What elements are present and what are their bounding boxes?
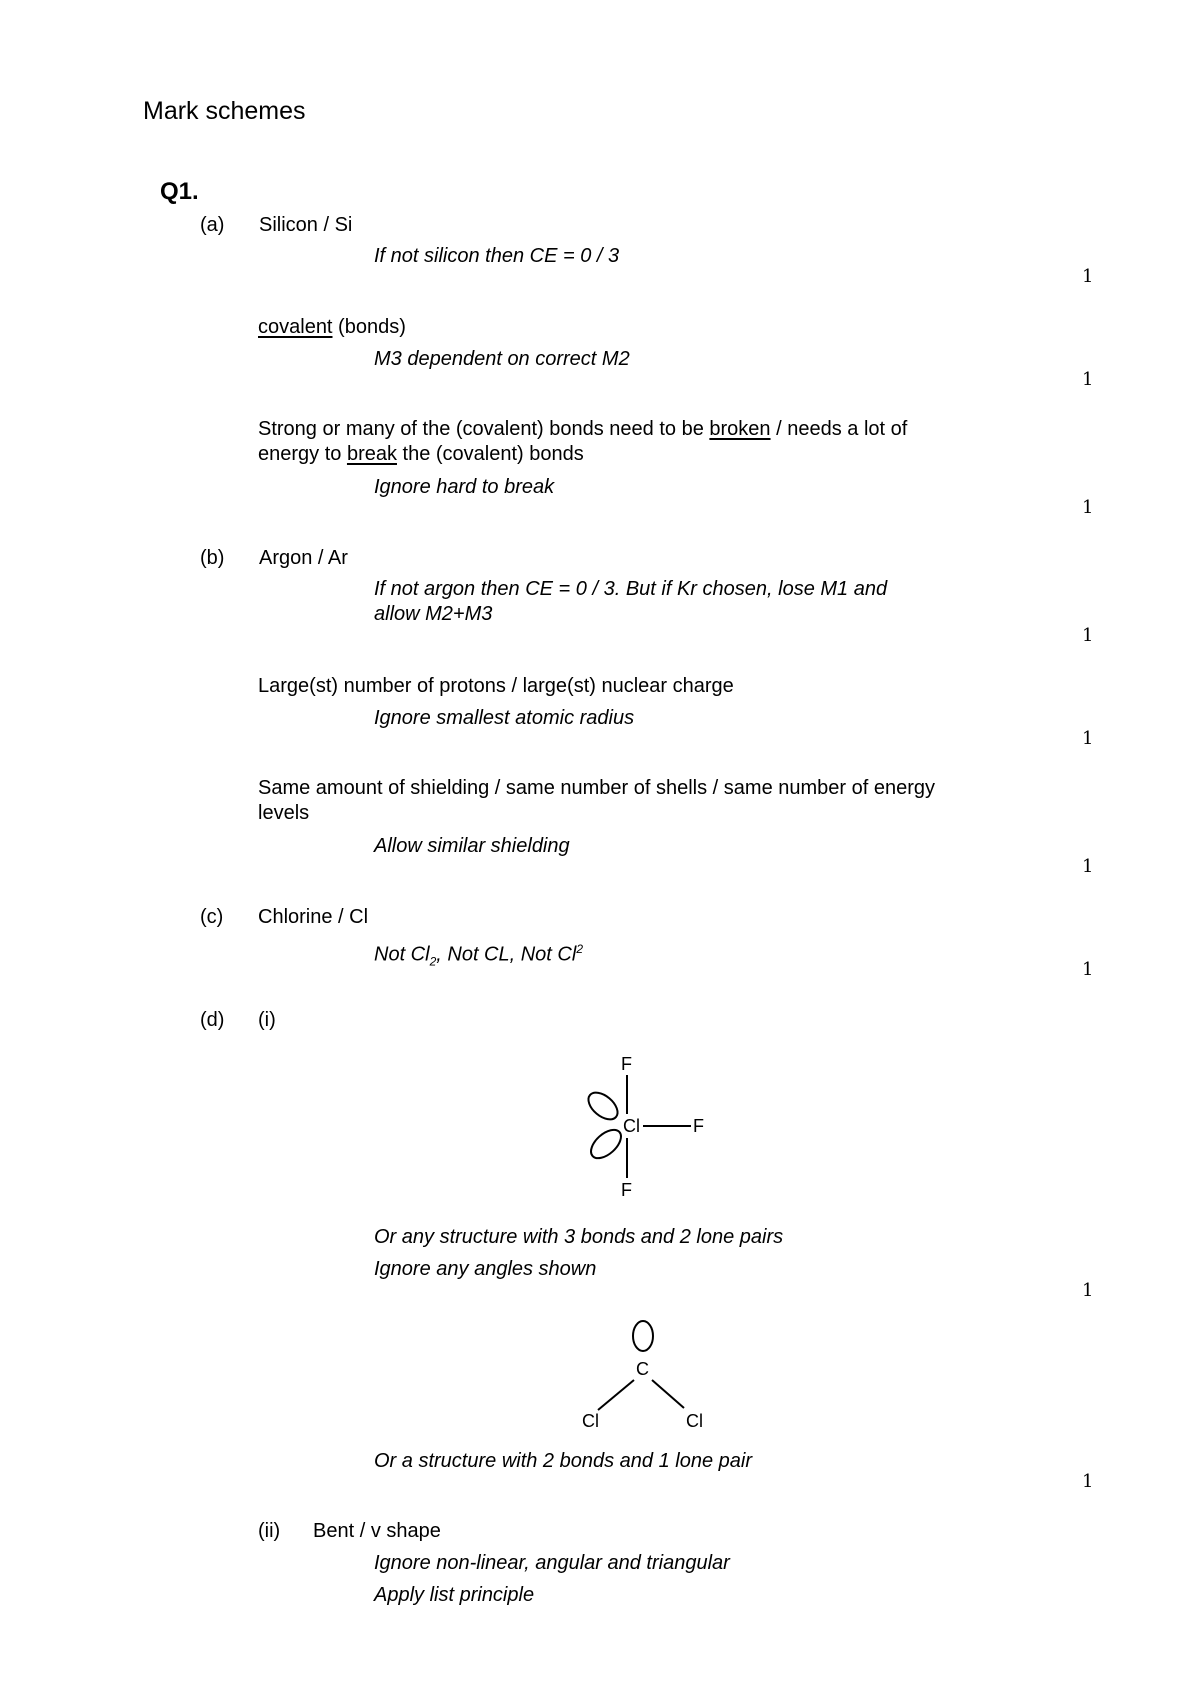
mark-b2: 1 bbox=[1082, 728, 1094, 749]
bond-right bbox=[652, 1380, 684, 1408]
part-d-label: (d) bbox=[200, 1009, 225, 1031]
mark-a3: 1 bbox=[1082, 497, 1094, 518]
part-b-answer: Argon / Ar bbox=[259, 547, 348, 569]
part-a-note-1: If not silicon then CE = 0 / 3 bbox=[374, 245, 620, 267]
part-a-m3-line2: energy to break the (covalent) bonds bbox=[258, 443, 584, 465]
mark-a2: 1 bbox=[1082, 369, 1094, 390]
mark-d1: 1 bbox=[1082, 1280, 1094, 1301]
part-a-label: (a) bbox=[200, 214, 225, 236]
part-d-sub-i: (i) bbox=[258, 1009, 276, 1031]
lone-pair-upper bbox=[584, 1087, 623, 1124]
part-b-m2: Large(st) number of protons / large(st) nuclear charge bbox=[258, 675, 734, 697]
part-b-label: (b) bbox=[200, 547, 225, 569]
part-d-note-i3: Or a structure with 2 bonds and 1 lone pair bbox=[374, 1450, 752, 1472]
atom-f-bottom: F bbox=[621, 1180, 632, 1200]
underlined-break: break bbox=[346, 443, 397, 465]
mark-c1: 1 bbox=[1082, 959, 1094, 980]
part-b-m3-line2: levels bbox=[258, 802, 310, 824]
part-d-note-ii2: Apply list principle bbox=[374, 1584, 535, 1606]
part-d-note-ii1: Ignore non-linear, angular and triangular bbox=[374, 1552, 730, 1574]
part-b-note-3: Allow similar shielding bbox=[374, 835, 570, 857]
part-a-m2 bbox=[258, 314, 406, 340]
mark-a1: 1 bbox=[1082, 266, 1094, 287]
atom-cl-right: Cl bbox=[686, 1411, 703, 1428]
part-d-note-i1: Or any structure with 3 bonds and 2 lone pairs bbox=[374, 1226, 784, 1248]
part-c-note: Not $Cl_2$, Not CL, Not Cl$^2$ bbox=[374, 942, 583, 969]
mark-b1: 1 bbox=[1082, 625, 1094, 646]
question-number: Q1. bbox=[160, 178, 199, 205]
atom-f-right: F bbox=[693, 1116, 704, 1136]
atom-c-central: C bbox=[636, 1359, 649, 1379]
lone-pair-lower bbox=[586, 1125, 626, 1164]
part-a-m2-rest: (bonds) bbox=[332, 316, 406, 338]
part-d-sub-ii: (ii) bbox=[258, 1520, 281, 1542]
part-c-label: (c) bbox=[200, 906, 224, 928]
part-b-note-1a: If not argon then CE = 0 / 3. But if Kr chosen, lose M1 and bbox=[374, 578, 888, 600]
part-b-note-1b: allow M2+M3 bbox=[374, 603, 493, 625]
part-d-answer-ii: Bent / v shape bbox=[313, 1520, 441, 1542]
bond-left bbox=[598, 1380, 634, 1410]
mark-d2: 1 bbox=[1082, 1471, 1094, 1492]
part-c-answer: Chlorine / Cl bbox=[258, 906, 369, 928]
clf3-structure-diagram bbox=[570, 1048, 730, 1208]
atom-cl-left: Cl bbox=[582, 1411, 599, 1428]
atom-cl-central: Cl bbox=[623, 1116, 640, 1136]
part-b-m3-line1: Same amount of shielding / same number of shells / same number of energy bbox=[258, 777, 936, 799]
part-a-note-3: Ignore hard to break bbox=[374, 476, 555, 498]
underlined-covalent: covalent bbox=[258, 316, 333, 338]
underlined-broken: broken bbox=[709, 418, 771, 440]
ccl2-structure-diagram bbox=[570, 1318, 720, 1428]
part-a-note-2: M3 dependent on correct M2 bbox=[374, 348, 630, 370]
lone-pair-top bbox=[633, 1321, 653, 1351]
part-a-answer: Silicon / Si bbox=[259, 214, 353, 236]
part-d-note-i2: Ignore any angles shown bbox=[374, 1258, 597, 1280]
mark-b3: 1 bbox=[1082, 856, 1094, 877]
page-title: Mark schemes bbox=[143, 97, 306, 125]
part-b-note-2: Ignore smallest atomic radius bbox=[374, 707, 635, 729]
part-a-m3-line1: Strong or many of the (covalent) bonds need to be broken / needs a lot of bbox=[258, 418, 908, 440]
atom-f-top: F bbox=[621, 1054, 632, 1074]
